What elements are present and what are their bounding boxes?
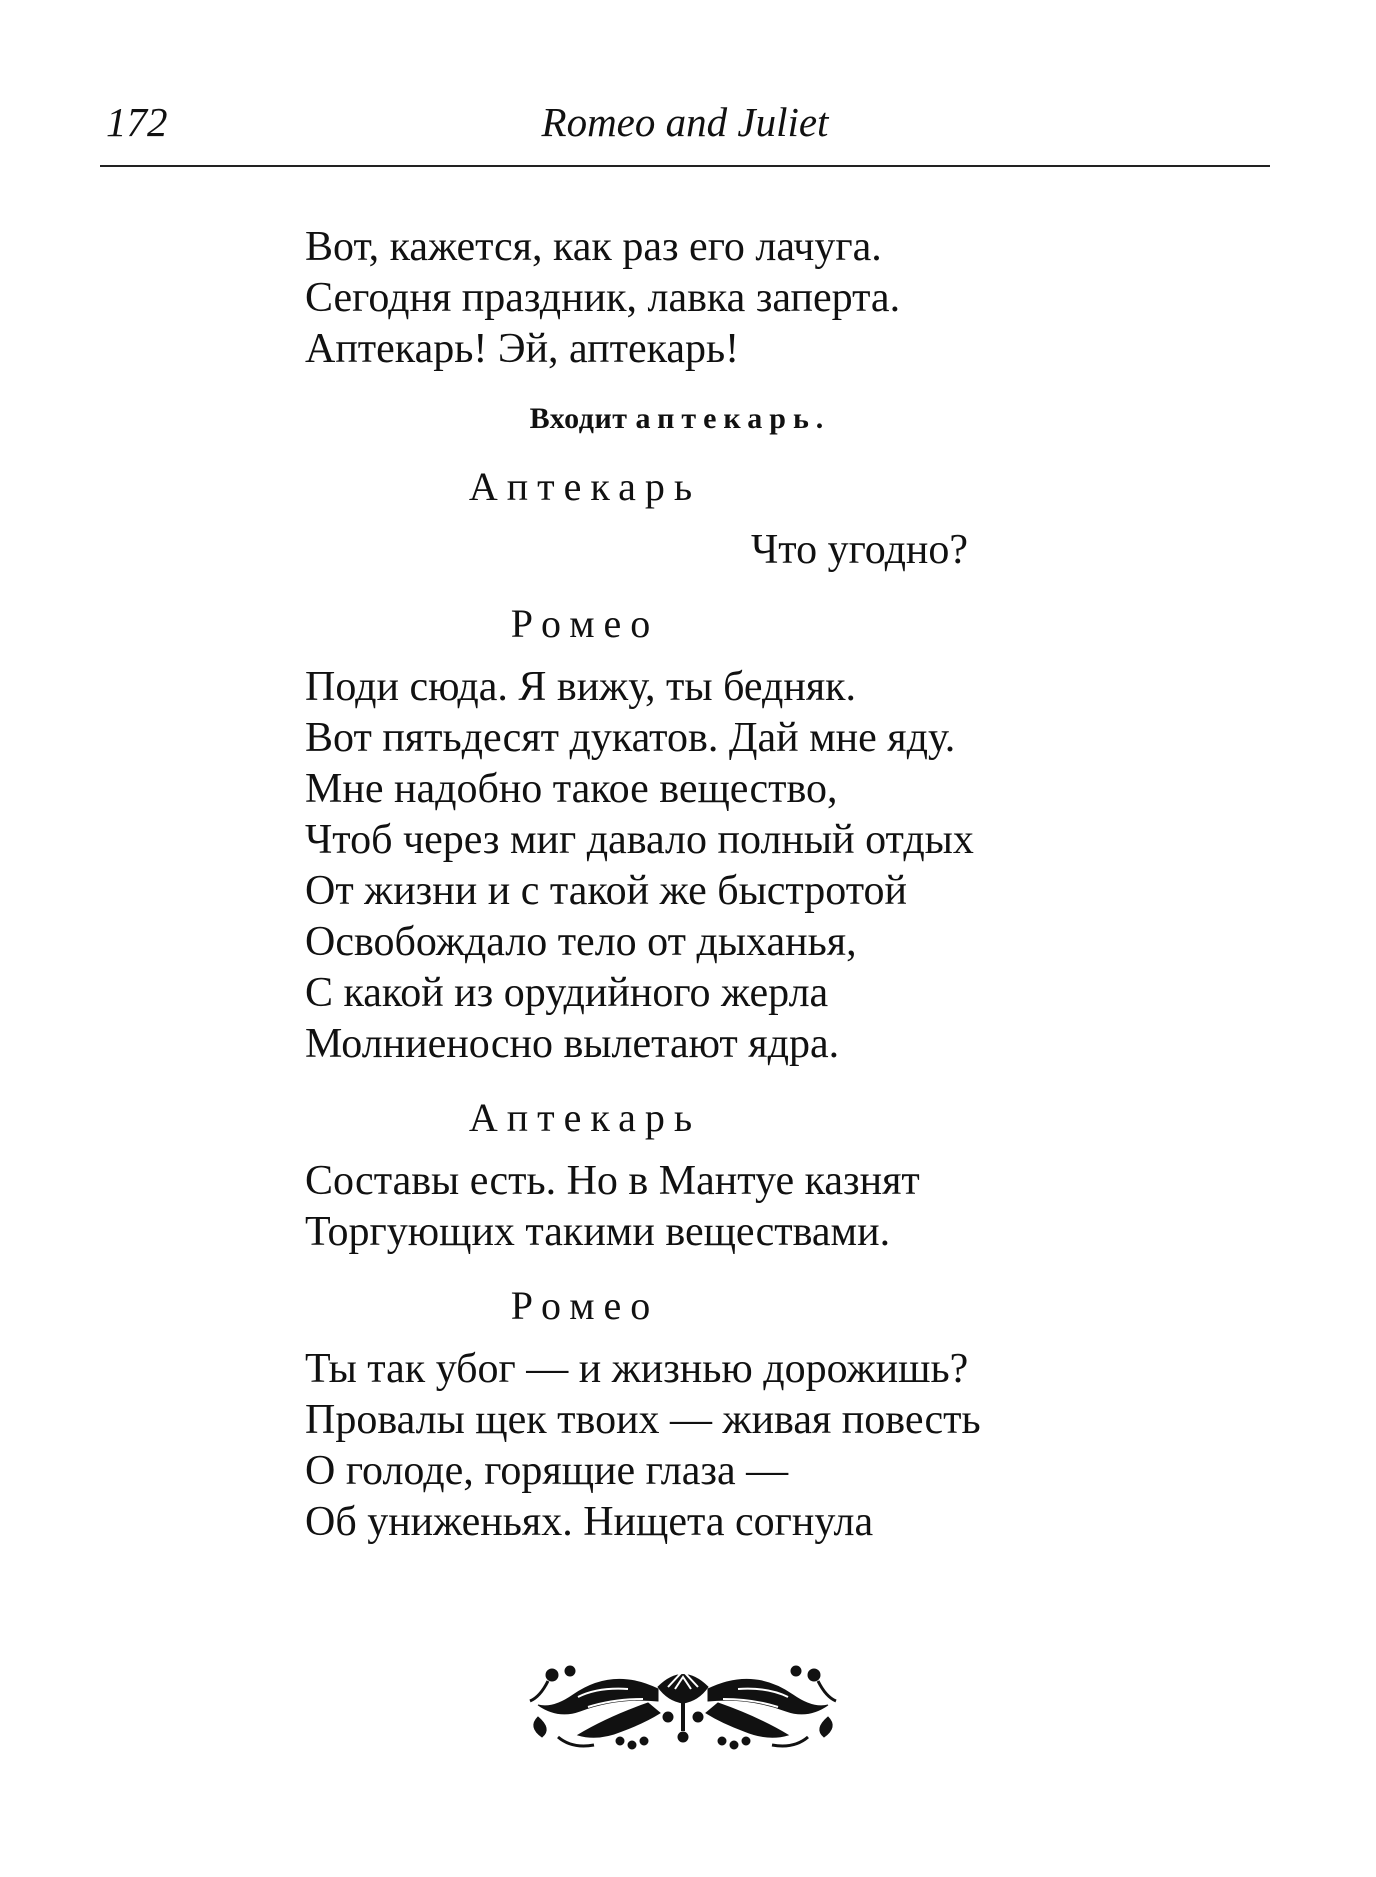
verse-block-1 xyxy=(305,222,1065,375)
running-title: Romeo and Juliet xyxy=(541,99,829,145)
verse-line: Молниеносно вылетают ядра. xyxy=(305,1021,840,1067)
verse-line: О голоде, горящие глаза — xyxy=(305,1448,789,1494)
play-text xyxy=(305,222,1065,1548)
verse-block-2 xyxy=(305,525,1065,576)
verse-line: Вот, кажется, как раз его лачуга. xyxy=(305,224,882,270)
verse-line: От жизни и с такой же быстротой xyxy=(305,868,908,914)
speaker-heading: Ромео xyxy=(510,1283,660,1328)
speaker-heading: Аптекарь xyxy=(468,464,702,509)
stage-direction-verb: Входит xyxy=(529,402,628,435)
verse-line: Об униженьях. Нищета согнула xyxy=(305,1499,874,1545)
verse-line: Торгующих такими веществами. xyxy=(305,1209,891,1255)
verse-line: Поди сюда. Я вижу, ты бедняк. xyxy=(305,664,857,710)
verse-line: Сегодня праздник, лавка заперта. xyxy=(305,275,901,321)
stage-direction-character: аптекарь. xyxy=(635,402,831,435)
page-number: 172 xyxy=(106,99,168,145)
verse-line: С какой из орудийного жерла xyxy=(305,970,829,1016)
verse-line: Провалы щек твоих — живая повесть xyxy=(305,1397,981,1443)
verse-line: Составы есть. Но в Мантуе казнят xyxy=(305,1158,920,1204)
verse-line: Вот пятьдесят дукатов. Дай мне яду. xyxy=(305,715,956,761)
speaker-heading: Ромео xyxy=(510,601,660,646)
floral-tailpiece-icon xyxy=(518,1657,848,1757)
verse-line: Освобождало тело от дыханья, xyxy=(305,919,857,965)
header-rule xyxy=(100,165,1270,167)
stage-direction xyxy=(0,399,1055,439)
verse-block-4 xyxy=(305,1156,1065,1258)
verse-line: Что угодно? xyxy=(751,527,969,573)
verse-line: Ты так убог — и жизнью дорожишь? xyxy=(305,1346,969,1392)
verse-line: Чтоб через миг давало полный отдых xyxy=(305,817,974,863)
verse-line: Аптекарь! Эй, аптекарь! xyxy=(305,326,740,372)
running-header xyxy=(100,92,1270,156)
verse-block-5 xyxy=(305,1344,1065,1548)
verse-block-3 xyxy=(305,662,1065,1070)
speaker-heading: Аптекарь xyxy=(468,1095,702,1140)
verse-line: Мне надобно такое вещество, xyxy=(305,766,838,812)
